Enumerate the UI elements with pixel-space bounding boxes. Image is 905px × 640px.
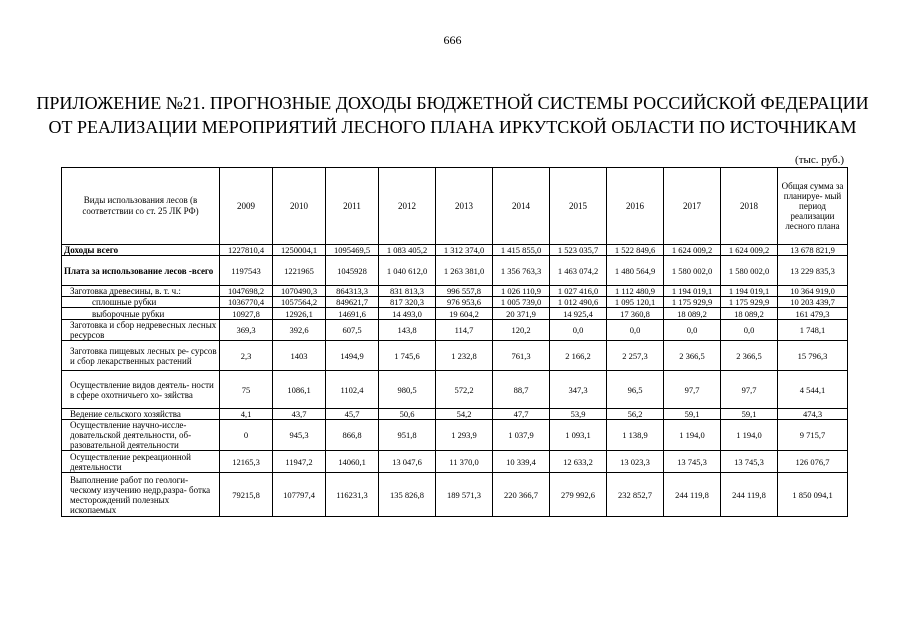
value-cell: 10927,8	[220, 308, 273, 320]
value-cell: 1036770,4	[220, 297, 273, 308]
value-cell: 97,7	[721, 371, 778, 409]
value-cell: 976 953,6	[436, 297, 493, 308]
value-cell: 1 624 009,2	[721, 245, 778, 256]
value-cell: 1 624 009,2	[664, 245, 721, 256]
value-cell: 1 040 612,0	[379, 256, 436, 286]
value-cell: 1 093,1	[550, 420, 607, 451]
table-row	[62, 451, 848, 473]
value-cell: 1 748,1	[778, 320, 848, 341]
table-row	[62, 371, 848, 409]
value-cell: 1057564,2	[273, 297, 326, 308]
value-cell: 1 194,0	[664, 420, 721, 451]
value-cell: 244 119,8	[721, 473, 778, 517]
value-cell: 14691,6	[326, 308, 379, 320]
value-cell: 126 076,7	[778, 451, 848, 473]
header-cell: 2017	[664, 168, 721, 245]
value-cell: 232 852,7	[607, 473, 664, 517]
value-cell: 1047698,2	[220, 286, 273, 297]
value-cell: 761,3	[493, 341, 550, 371]
value-cell: 189 571,3	[436, 473, 493, 517]
value-cell: 19 604,2	[436, 308, 493, 320]
value-cell: 13 745,3	[664, 451, 721, 473]
revenue-table	[61, 167, 848, 517]
row-label: сплошные рубки	[62, 297, 220, 308]
value-cell: 2 166,2	[550, 341, 607, 371]
value-cell: 4 544,1	[778, 371, 848, 409]
document-title-line-2: ОТ РЕАЛИЗАЦИИ МЕРОПРИЯТИЙ ЛЕСНОГО ПЛАНА ИРКУТСКОЙ ОБЛАСТИ ПО ИСТОЧНИКАМ	[48, 117, 857, 137]
value-cell: 1 175 929,9	[721, 297, 778, 308]
value-cell: 1227810,4	[220, 245, 273, 256]
header-cell: 2015	[550, 168, 607, 245]
value-cell: 1250004,1	[273, 245, 326, 256]
value-cell: 96,5	[607, 371, 664, 409]
value-cell: 11 370,0	[436, 451, 493, 473]
value-cell: 1 194,0	[721, 420, 778, 451]
value-cell: 2 257,3	[607, 341, 664, 371]
table-row	[62, 256, 848, 286]
value-cell: 831 813,3	[379, 286, 436, 297]
value-cell: 1197543	[220, 256, 273, 286]
header-cell: 2018	[721, 168, 778, 245]
value-cell: 474,3	[778, 409, 848, 420]
row-label: выборочные рубки	[62, 308, 220, 320]
row-label: Заготовка древесины, в. т. ч.:	[62, 286, 220, 297]
header-cell: 2013	[436, 168, 493, 245]
value-cell: 43,7	[273, 409, 326, 420]
value-cell: 15 796,3	[778, 341, 848, 371]
row-label: Осуществление видов деятель- ности в сфере охотничьего хо- зяйства	[62, 371, 220, 409]
value-cell: 1 232,8	[436, 341, 493, 371]
table-row	[62, 320, 848, 341]
value-cell: 1 026 110,9	[493, 286, 550, 297]
value-cell: 1 580 002,0	[721, 256, 778, 286]
table-row	[62, 286, 848, 297]
value-cell: 1 005 739,0	[493, 297, 550, 308]
row-label: Ведение сельского хозяйства	[62, 409, 220, 420]
value-cell: 1494,9	[326, 341, 379, 371]
value-cell: 1221965	[273, 256, 326, 286]
page-number: 666	[443, 33, 462, 47]
value-cell: 53,9	[550, 409, 607, 420]
value-cell: 1 522 849,6	[607, 245, 664, 256]
value-cell: 107797,4	[273, 473, 326, 517]
value-cell: 10 339,4	[493, 451, 550, 473]
value-cell: 13 023,3	[607, 451, 664, 473]
header-cell: 2010	[273, 168, 326, 245]
header-cell: 2012	[379, 168, 436, 245]
value-cell: 14 493,0	[379, 308, 436, 320]
table-row	[62, 245, 848, 256]
row-label: Выполнение работ по геологи- ческому изучению недр,разра- ботка месторождений полезных ископаемых	[62, 473, 220, 517]
header-cell: Общая сумма за планируе- мый период реализации лесного плана	[778, 168, 848, 245]
table-row	[62, 341, 848, 371]
value-cell: 1070490,3	[273, 286, 326, 297]
value-cell: 54,2	[436, 409, 493, 420]
table-row	[62, 473, 848, 517]
value-cell: 1 138,9	[607, 420, 664, 451]
value-cell: 0	[220, 420, 273, 451]
value-cell: 2 366,5	[721, 341, 778, 371]
value-cell: 120,2	[493, 320, 550, 341]
value-cell: 97,7	[664, 371, 721, 409]
value-cell: 12 633,2	[550, 451, 607, 473]
value-cell: 1086,1	[273, 371, 326, 409]
value-cell: 279 992,6	[550, 473, 607, 517]
value-cell: 59,1	[664, 409, 721, 420]
value-cell: 0,0	[607, 320, 664, 341]
value-cell: 1 175 929,9	[664, 297, 721, 308]
row-label: Заготовка пищевых лесных ре- сурсов и сбор лекарственных растений	[62, 341, 220, 371]
value-cell: 75	[220, 371, 273, 409]
value-cell: 18 089,2	[664, 308, 721, 320]
value-cell: 13 678 821,9	[778, 245, 848, 256]
value-cell: 10 203 439,7	[778, 297, 848, 308]
value-cell: 1 415 855,0	[493, 245, 550, 256]
header-row	[62, 168, 848, 245]
value-cell: 4,1	[220, 409, 273, 420]
row-label: Осуществление научно-иссле- довательской деятельности, об- разовательной деятельности	[62, 420, 220, 451]
value-cell: 607,5	[326, 320, 379, 341]
value-cell: 817 320,3	[379, 297, 436, 308]
value-cell: 1 112 480,9	[607, 286, 664, 297]
value-cell: 945,3	[273, 420, 326, 451]
value-cell: 1102,4	[326, 371, 379, 409]
row-label: Доходы всего	[62, 245, 220, 256]
value-cell: 114,7	[436, 320, 493, 341]
value-cell: 17 360,8	[607, 308, 664, 320]
value-cell: 1 083 405,2	[379, 245, 436, 256]
header-cell: 2009	[220, 168, 273, 245]
value-cell: 143,8	[379, 320, 436, 341]
value-cell: 1 263 381,0	[436, 256, 493, 286]
value-cell: 1 463 074,2	[550, 256, 607, 286]
value-cell: 59,1	[721, 409, 778, 420]
value-cell: 347,3	[550, 371, 607, 409]
table-row	[62, 409, 848, 420]
value-cell: 50,6	[379, 409, 436, 420]
value-cell: 13 745,3	[721, 451, 778, 473]
row-label: Осуществление рекреационной деятельности	[62, 451, 220, 473]
value-cell: 1 356 763,3	[493, 256, 550, 286]
value-cell: 1 027 416,0	[550, 286, 607, 297]
value-cell: 18 089,2	[721, 308, 778, 320]
value-cell: 135 826,8	[379, 473, 436, 517]
value-cell: 572,2	[436, 371, 493, 409]
value-cell: 2 366,5	[664, 341, 721, 371]
value-cell: 244 119,8	[664, 473, 721, 517]
value-cell: 866,8	[326, 420, 379, 451]
value-cell: 2,3	[220, 341, 273, 371]
value-cell: 79215,8	[220, 473, 273, 517]
value-cell: 220 366,7	[493, 473, 550, 517]
value-cell: 1 523 035,7	[550, 245, 607, 256]
header-cell: 2011	[326, 168, 379, 245]
value-cell: 88,7	[493, 371, 550, 409]
value-cell: 1045928	[326, 256, 379, 286]
value-cell: 0,0	[721, 320, 778, 341]
value-cell: 56,2	[607, 409, 664, 420]
value-cell: 980,5	[379, 371, 436, 409]
value-cell: 864313,3	[326, 286, 379, 297]
value-cell: 12165,3	[220, 451, 273, 473]
value-cell: 392,6	[273, 320, 326, 341]
value-cell: 1 745,6	[379, 341, 436, 371]
value-cell: 14060,1	[326, 451, 379, 473]
value-cell: 996 557,8	[436, 286, 493, 297]
value-cell: 369,3	[220, 320, 273, 341]
value-cell: 0,0	[664, 320, 721, 341]
value-cell: 1 480 564,9	[607, 256, 664, 286]
units-label: (тыс. руб.)	[795, 154, 844, 166]
header-cell: 2014	[493, 168, 550, 245]
value-cell: 47,7	[493, 409, 550, 420]
value-cell: 1 037,9	[493, 420, 550, 451]
value-cell: 13 047,6	[379, 451, 436, 473]
value-cell: 20 371,9	[493, 308, 550, 320]
value-cell: 951,8	[379, 420, 436, 451]
table-row	[62, 308, 848, 320]
value-cell: 0,0	[550, 320, 607, 341]
value-cell: 1 850 094,1	[778, 473, 848, 517]
header-cell: 2016	[607, 168, 664, 245]
value-cell: 9 715,7	[778, 420, 848, 451]
value-cell: 161 479,3	[778, 308, 848, 320]
value-cell: 11947,2	[273, 451, 326, 473]
value-cell: 10 364 919,0	[778, 286, 848, 297]
value-cell: 116231,3	[326, 473, 379, 517]
document-title-line-1: ПРИЛОЖЕНИЕ №21. ПРОГНОЗНЫЕ ДОХОДЫ БЮДЖЕТНОЙ СИСТЕМЫ РОССИЙСКОЙ ФЕДЕРАЦИИ	[36, 93, 869, 113]
value-cell: 12926,1	[273, 308, 326, 320]
value-cell: 1403	[273, 341, 326, 371]
value-cell: 45,7	[326, 409, 379, 420]
value-cell: 849621,7	[326, 297, 379, 308]
value-cell: 1 312 374,0	[436, 245, 493, 256]
value-cell: 1 580 002,0	[664, 256, 721, 286]
value-cell: 1095469,5	[326, 245, 379, 256]
row-label: Заготовка и сбор недревесных лесных ресурсов	[62, 320, 220, 341]
value-cell: 14 925,4	[550, 308, 607, 320]
value-cell: 13 229 835,3	[778, 256, 848, 286]
value-cell: 1 194 019,1	[721, 286, 778, 297]
table-row	[62, 420, 848, 451]
value-cell: 1 293,9	[436, 420, 493, 451]
header-cell: Виды использования лесов (в соответствии со ст. 25 ЛК РФ)	[62, 168, 220, 245]
value-cell: 1 012 490,6	[550, 297, 607, 308]
row-label: Плата за использование лесов -всего	[62, 256, 220, 286]
value-cell: 1 095 120,1	[607, 297, 664, 308]
table-row	[62, 297, 848, 308]
value-cell: 1 194 019,1	[664, 286, 721, 297]
